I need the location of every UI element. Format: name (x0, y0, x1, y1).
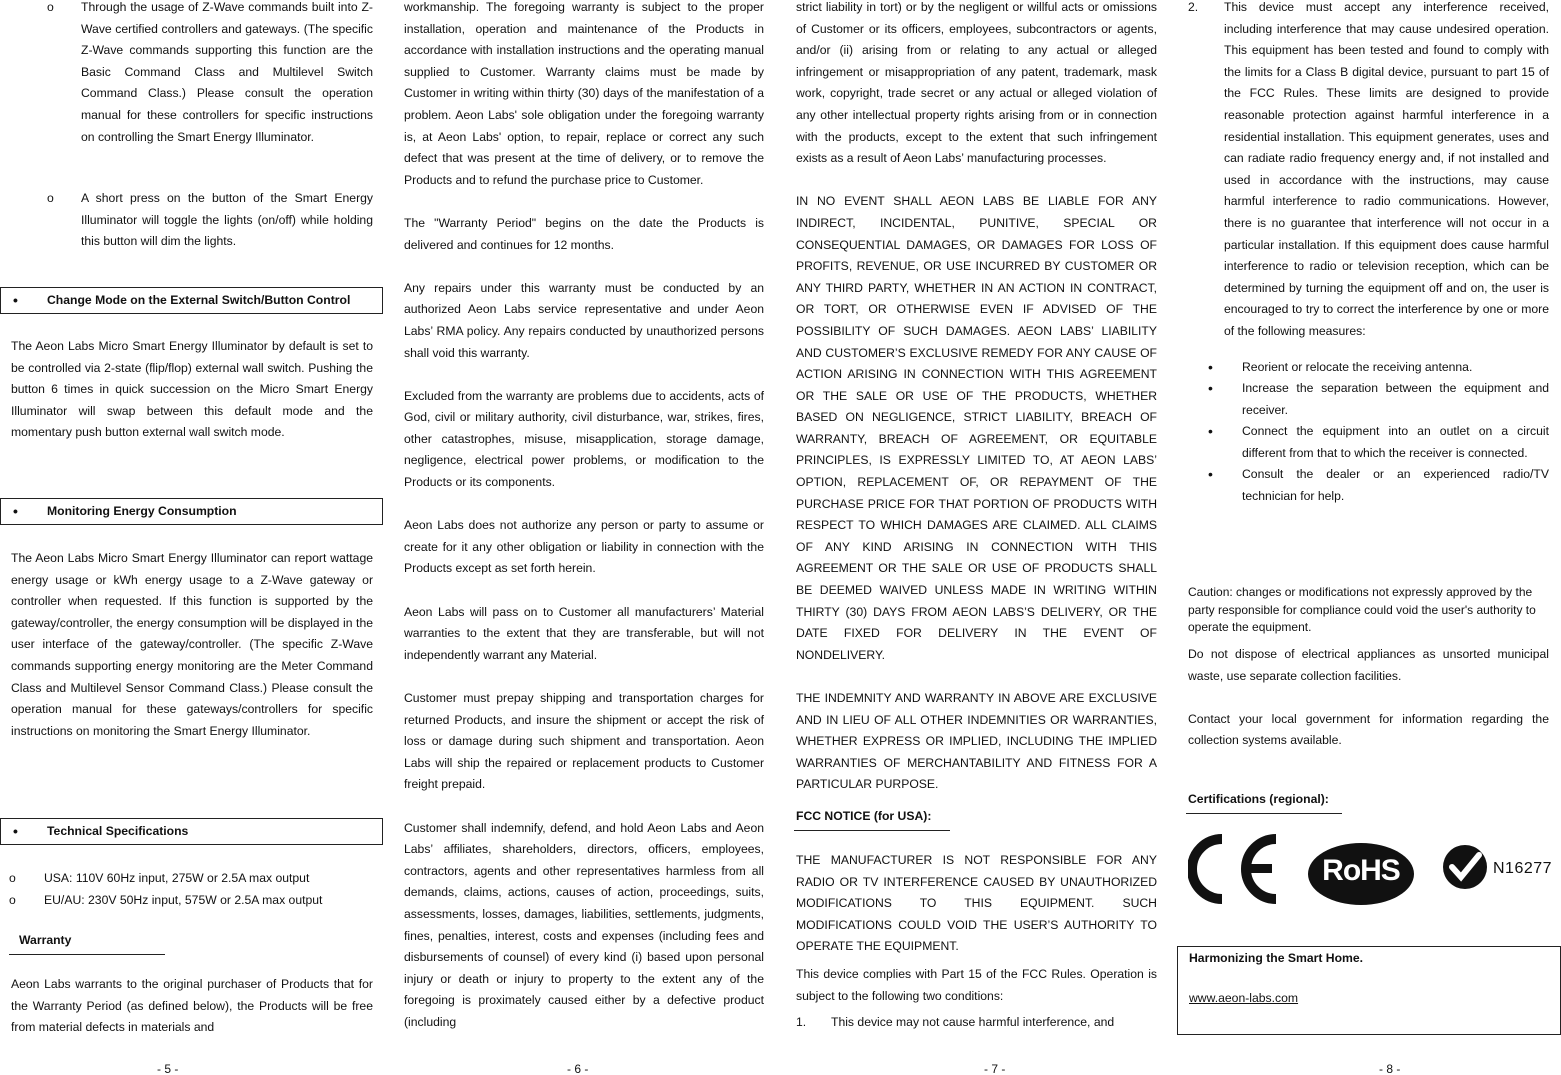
c-tick-code: N16277 (1493, 860, 1553, 877)
divider (1186, 813, 1342, 814)
fcc-body (796, 850, 1157, 1034)
paragraph: workmanship. The foregoing warranty is subject to the proper installation, operation and maintenance of the Products in accordance with installation instructions and the operating manual supplied to Customer. Warranty claims must be made by Customer in writing within thirty (30) days of the manifestation of a problem. Aeon Labs' sole obligation under the foregoing warranty is, at Aeon Labs' option, to repair, replace or correct any such defect that was present at the time of delivery, or to remove the Products and to refund the purchase price to Customer. (404, 0, 764, 187)
fcc-heading: FCC NOTICE (for USA): (796, 809, 932, 823)
ce-mark-icon (1188, 833, 1284, 910)
divider (794, 830, 950, 831)
measure-item: • Consult the dealer or an experienced radio/TV technician for help. (1208, 466, 1549, 504)
measure-item: • Connect the equipment into an outlet on a circuit different from that to which the receiver is connected. (1208, 423, 1549, 460)
c-tick-mark-icon (1441, 843, 1489, 896)
paragraph: Customer must prepay shipping and transportation charges for returned Products, and insure the shipment or accept the risk of loss or damage during such shipment and transportation. Aeon Labs will ship the repaired or replacement products to Customer freight prepaid. (404, 691, 764, 792)
divider (9, 954, 165, 955)
brand-box (1177, 946, 1561, 1035)
paragraph: Aeon Labs will pass on to Customer all manufacturers’ Material warranties to the extent that they are transferable, but will not independently warrant any Material. (404, 604, 764, 662)
section-heading-monitoring: • Monitoring Energy Consumption (0, 498, 383, 525)
paragraph: IN NO EVENT SHALL AEON LABS BE LIABLE FOR ANY INDIRECT, INCIDENTAL, PUNITIVE, SPECIAL OR CONSEQUENTIAL DAMAGES, OR DAMAGES FOR LOSS OF PROFITS, REVENUE, OR USE INCURRED BY CUSTOMER OR ANY THIRD PARTY, WHETHER IN AN ACTION IN CONTRACT, OR TORT, OR OTHERWISE EVEN IF ADVISED OF THE POSSIBILITY OF SUCH DAMAGES. AEON LABS’ LIABILITY AND CUSTOMER’S EXCLUSIVE REMEDY FOR ANY CAUSE OF ACTION ARISING IN CONNECTION WITH THIS AGREEMENT OR THE SALE OR USE OF THE PRODUCTS, WHETHER BASED ON NEGLIGENCE, STRICT LIABILITY, BREACH OF WARRANTY, BREACH OF AGREEMENT, OR EQUITABLE PRINCIPLES, IS EXPRESSLY LIMITED TO, AT AEON LABS’ OPTION, REPLACEMENT OF, OR REPAYMENT OF THE PURCHASE PRICE FOR THAT PORTION OF PRODUCTS WITH RESPECT TO WHICH DAMAGES ARE CLAIMED. ALL CLAIMS OF ANY KIND ARISING IN CONNECTION WITH THIS AGREEMENT OR THE SALE OR USE OF PRODUCTS SHALL BE DEEMED WAIVED UNLESS MADE IN WRITING WITHIN THIRTY (30) DAYS FROM AEON LABS’S DELIVERY, OR THE DATE FIXED FOR DELIVERY IN THE EVENT OF NONDELIVERY. (796, 194, 1157, 662)
disposal-text: Do not dispose of electrical appliances as unsorted municipal waste, use separate collection facilities. Contact your local government for information regarding the collection systems available. (1188, 647, 1549, 748)
paragraph: Aeon Labs does not authorize any person or party to assume or create for it any other obligation or liability in connection with the Products except as set forth herein. (404, 518, 764, 576)
page-number: - 7 - (984, 1062, 1006, 1075)
paragraph: Customer shall indemnify, defend, and hold Aeon Labs and Aeon Labs’ affiliates, shareholders, directors, officers, employees, contractors, agents and other representatives harmless from all demands, claims, actions, causes of action, proceedings, suits, assessments, losses, damages, liabilities, settlements, judgments, fines, penalties, interest, costs and expenses (including fees and disbursements of counsel) of every kind (i) based upon personal injury or death or injury to property to the extent any of the foregoing is proximately caused either by a defective product (including (404, 820, 764, 1029)
list-item-text: A short press on the button of the Smart Energy Illuminator will toggle the lights (on/off) while holding this button will dim the lights. (81, 191, 373, 249)
certifications-heading: Certifications (regional): (1188, 792, 1329, 806)
spec-item: o EU/AU: 230V 50Hz input, 575W or 2.5A max output (9, 892, 323, 907)
list-item: o Through the usage of Z-Wave commands built into Z-Wave certified controllers and gateways. (The specific Z-Wave commands supporting this function are the Basic Command Class and Multilevel Switch Command Class.) Please consult the operation manual for these controllers for specific instructions on controlling the Smart Energy Illuminator. (11, 0, 373, 148)
paragraph: strict liability in tort) or by the negligent or willful acts or omissions of Customer or its officers, employees, subcontractors or agents, and/or (ii) arising from or relating to any actual or alleged infringement or misappropriation of any patent, trademark, mask work, copyright, trade secret or any actual or alleged violation of any other intellectual property rights arising from or in connection with the products, except to the extent that such infringement exists as a result of Aeon Labs’ manufacturing processes. (796, 0, 1157, 166)
list-item-text: Through the usage of Z-Wave commands built into Z-Wave certified controllers and gateways. (The specific Z-Wave commands supporting this function are the Basic Command Class and Multilevel Switch Command Class.) Please consult the operation manual for these controllers for specific instructions on controlling the Smart Energy Illuminator. (81, 0, 373, 144)
paragraph: The "Warranty Period" begins on the date the Products is delivered and continues for 12 months. (404, 215, 764, 252)
caution-note: Caution: changes or modifications not expressly approved by the party responsible for compliance could void the user's authority to operate the equipment. (1188, 585, 1536, 634)
warranty-heading: Warranty (19, 933, 72, 947)
brand-tagline: Harmonizing the Smart Home. (1189, 951, 1364, 965)
paragraph: THE INDEMNITY AND WARRANTY IN ABOVE ARE EXCLUSIVE AND IN LIEU OF ALL OTHER INDEMNITIES OR WARRANTIES, WHETHER EXPRESS OR IMPLIED, INCLUDING THE IMPLIED WARRANTIES OF MERCHANTABILITY AND FITNESS FOR A PARTICULAR PURPOSE. (796, 691, 1157, 792)
page-number: - 8 - (1379, 1062, 1401, 1075)
paragraph-warranty: Aeon Labs warrants to the original purchaser of Products that for the Warranty Period (as defined below), the Products will be free from material defects in materials and (11, 977, 373, 1035)
paragraph: Excluded from the warranty are problems due to accidents, acts of God, civil or military authority, civil disturbance, war, strikes, fires, other catastrophes, misuse, misapplication, storage damage, negligence, electrical power problems, or modification to the Products or its components. (404, 388, 764, 490)
section-heading-tech-specs: • Technical Specifications (0, 818, 383, 845)
paragraph: Any repairs under this warranty must be conducted by an authorized Aeon Labs service representative and under Aeon Labs’ RMA policy. Any repairs conducted by unauthorized persons shall void this warranty. (404, 280, 764, 360)
page-number: - 5 - (157, 1062, 179, 1075)
website-link[interactable]: www.aeon-labs.com (1189, 991, 1299, 1005)
paragraph-change-mode: The Aeon Labs Micro Smart Energy Illuminator by default is set to be controlled via 2-state (flip/flop) external wall switch. Pushing the button 6 times in quick succession on the Micro Smart Energy Illuminator will swap between this default mode and the momentary push button external wall switch mode. (11, 339, 373, 440)
paragraph: THE MANUFACTURER IS NOT RESPONSIBLE FOR ANY RADIO OR TV INTERFERENCE CAUSED BY UNAUTHORIZED MODIFICATIONS TO THIS EQUIPMENT. SUCH MODIFICATIONS COULD VOID THE USER’S AUTHORITY TO OPERATE THE EQUIPMENT. (796, 853, 1157, 954)
page-number: - 6 - (567, 1062, 589, 1075)
spec-list (9, 868, 322, 911)
list-item: o A short press on the button of the Smart Energy Illuminator will toggle the lights (on/off) while holding this button will dim the lights. (11, 188, 373, 253)
column-page-7 (796, 0, 1157, 796)
list-item: 2. This device must accept any interference received, including interference that may cause undesired operation. This equipment has been tested and found to comply with the limits for a Class B digital device, pursuant to part 15 of the FCC Rules. These limits are designed to provide reasonable protection against harmful interference in a residential installation. This equipment generates, uses and can radiate radio frequency energy and, if not installed and used in accordance with the instructions, may cause harmful interference to radio communications. However, there is no guarantee that interference will not occur in a particular installation. If this equipment does cause harmful interference to radio or television reception, which can be determined by turning the equipment off and on, the user is encouraged to try to correct the interference by one or more of the following measures: (1188, 0, 1549, 338)
paragraph: This device complies with Part 15 of the FCC Rules. Operation is subject to the following two conditions: (796, 966, 1157, 1003)
section-heading-change-mode: • Change Mode on the External Switch/Button Control (0, 287, 383, 314)
measure-item: • Reorient or relocate the receiving antenna. (1208, 358, 1473, 375)
rohs-mark-icon: RoHS (1308, 843, 1414, 905)
list-item: 1. This device may not cause harmful interference, and (796, 1015, 1115, 1030)
spec-item: o USA: 110V 60Hz input, 275W or 2.5A max output (9, 871, 310, 885)
column-page-8 (1188, 0, 1549, 508)
paragraph-monitoring: The Aeon Labs Micro Smart Energy Illuminator can report wattage energy usage or kWh energy usage to a Z-Wave gateway or controller when requested. If this function is supported by the gateway/controller, the energy consumption will be displayed in the user interface of the gateway/controller. (The specific Z-Wave commands supporting energy monitoring are the Meter Command Class and Multilevel Sensor Command Class.) Please consult the operation manual for these gateways/controllers for specific instructions on monitoring the Smart Energy Illuminator. (11, 551, 373, 738)
column-page-6 (404, 0, 764, 1034)
measure-item: • Increase the separation between the equipment and receiver. (1208, 380, 1549, 417)
